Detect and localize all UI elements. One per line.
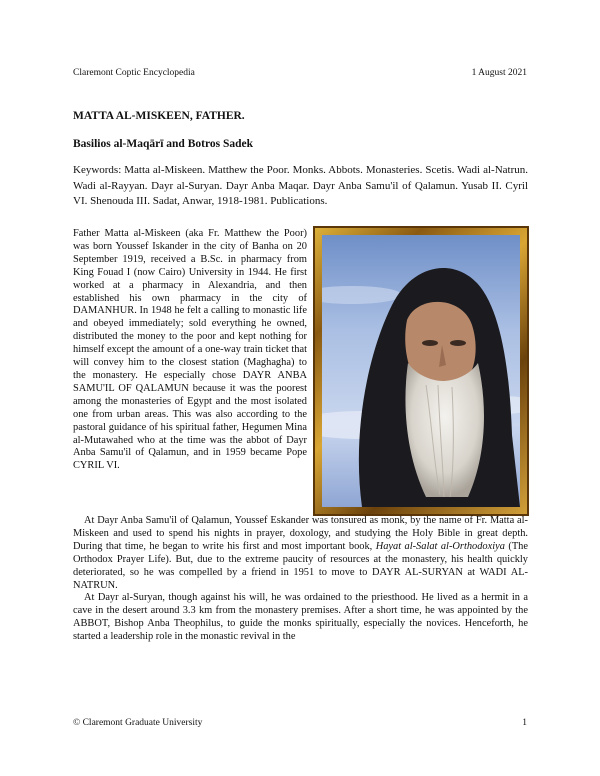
- paragraph-2-text-b: (The Orthodox Prayer Life). But, due to the extreme paucity of resources at the monastery, his health quickly deteriorated, so he was compelled by a friend in 1951 to move to DAYR AL-SURYAN at WADI AL-NATRUN.: [73, 540, 528, 591]
- running-header-title: Claremont Coptic Encyclopedia: [73, 68, 195, 78]
- paragraph-3: At Dayr al-Suryan, though against his will, he was ordained to the priesthood. He lived as a hermit in a cave in the desert around 3.3 km from the monastery premises. After a short time, he was appointed by the ABBOT, Bishop Anba Theophilus, to guide the monks spiritually, especially the novices. Henceforth, he started a leadership role in the monastic revival in the: [73, 592, 528, 642]
- footer-copyright: © Claremont Graduate University: [73, 718, 203, 728]
- book-title-italic: Hayat al-Salat al-Orthodoxiya: [375, 540, 505, 552]
- article-title: MATTA AL-MISKEEN, FATHER.: [73, 110, 245, 122]
- portrait-photo-frame: [313, 226, 529, 516]
- page-number: 1: [522, 718, 527, 728]
- paragraph-2-text-a: At Dayr Anba Samu'il of Qalamun, Youssef Eskander was tonsured as monk, by the name of Fr. Matta al-Miskeen and used to spend his nights in prayer, doxology, and studying the Holy Bible in great depth. During that time, he began to write his first and most important book,: [73, 515, 528, 552]
- running-header-date: 1 August 2021: [471, 68, 527, 78]
- paragraph-1: Father Matta al-Miskeen (aka Fr. Matthew the Poor) was born Youssef Iskander in the city of Banha on 20 September 1919, received a B.Sc. in pharmacy from King Fouad I (now Cairo) University in 1944. He first worked at a pharmacy in Alexandria, and then established his own pharmacy in the city of DAMANHUR. In 1948 he felt a calling to monastic life and obeyed immediately; sold everything he owned, distributed the money to the poor and kept nothing for himself except the amount of a one-way train ticket that will convey him to the closest station (Maghagha) to the monastery. He especially chose DAYR ANBA SAMU'IL OF QALAMUN because it was the poorest among the monasteries of Egypt and the most isolated one from urban areas. This was also according to the pastoral guidance of his spiritual father, Hegumen Mina al-Mutawahed who at the time was the abbot of Dayr Anba Samu'il of Qalamun, and in 1959 became Pope CYRIL VI.: [73, 228, 307, 472]
- portrait-photo: [322, 235, 520, 507]
- keywords-paragraph: Keywords: Matta al-Miskeen. Matthew the Poor. Monks. Abbots. Monasteries. Scetis. Wadi al-Natrun. Wadi al-Rayyan. Dayr al-Suryan. Dayr Anba Maqar. Dayr Anba Samu'il of Qalamun. Yusab II. Cyril VI. Shenouda III. Sadat, Anwar, 1918-1981. Publications.: [73, 164, 528, 207]
- article-authors: Basilios al-Maqārī and Botros Sadek: [73, 138, 253, 150]
- paragraph-2: [73, 515, 528, 592]
